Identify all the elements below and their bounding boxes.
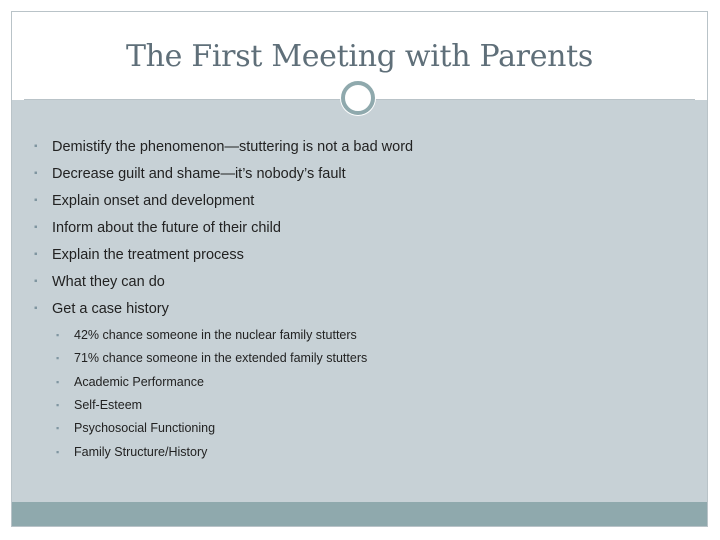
bullet-item: [34, 301, 169, 317]
bullet-marker-icon: ▪: [34, 195, 38, 206]
bullet-item: [34, 274, 165, 290]
sub-bullet-marker-icon: ▪: [56, 353, 60, 363]
sub-bullet-text: Academic Performance: [74, 375, 204, 389]
sub-bullet-marker-icon: ▪: [56, 377, 60, 387]
sub-bullet-item: [56, 351, 367, 365]
bullet-marker-icon: ▪: [34, 222, 38, 233]
sub-bullet-item: [56, 421, 215, 435]
bullet-marker-icon: ▪: [34, 141, 38, 152]
bullet-item: [34, 247, 244, 263]
sub-bullet-item: [56, 375, 204, 389]
bullet-text: Decrease guilt and shame—it’s nobody’s fault: [52, 166, 346, 182]
bullet-text: Explain the treatment process: [52, 247, 244, 263]
bullet-marker-icon: ▪: [34, 303, 38, 314]
slide-title: The First Meeting with Parents: [125, 39, 594, 74]
bullet-text: What they can do: [52, 274, 165, 290]
sub-bullet-marker-icon: ▪: [56, 330, 60, 340]
sub-bullet-text: Family Structure/History: [74, 445, 208, 459]
bullet-item: [34, 139, 413, 155]
bullet-text: Demistify the phenomenon—stuttering is not a bad word: [52, 139, 414, 155]
sub-bullet-marker-icon: ▪: [56, 400, 60, 410]
sub-bullet-marker-icon: ▪: [56, 423, 60, 433]
slide: [11, 11, 708, 527]
sub-bullet-item: [56, 445, 207, 459]
bullet-text: Get a case history: [52, 301, 169, 317]
ring-ornament-icon: [340, 80, 376, 116]
sub-bullet-text: 71% chance someone in the extended family stutters: [74, 351, 368, 365]
bullet-item: [34, 166, 346, 182]
sub-bullet-item: [56, 398, 142, 412]
sub-bullet-text: 42% chance someone in the nuclear family stutters: [74, 328, 357, 342]
sub-bullet-text: Self-Esteem: [74, 398, 143, 412]
sub-bullet-text: Psychosocial Functioning: [74, 421, 216, 435]
bullet-item: [34, 220, 281, 236]
bullet-text: Explain onset and development: [52, 193, 255, 209]
bullet-item: [34, 193, 254, 209]
sub-bullet-item: [56, 328, 357, 342]
sub-bullet-marker-icon: ▪: [56, 447, 60, 457]
footer-accent-bar: [12, 502, 707, 526]
bullet-marker-icon: ▪: [34, 276, 38, 287]
bullet-marker-icon: ▪: [34, 168, 38, 179]
bullet-marker-icon: ▪: [34, 249, 38, 260]
bullet-text: Inform about the future of their child: [52, 220, 281, 236]
